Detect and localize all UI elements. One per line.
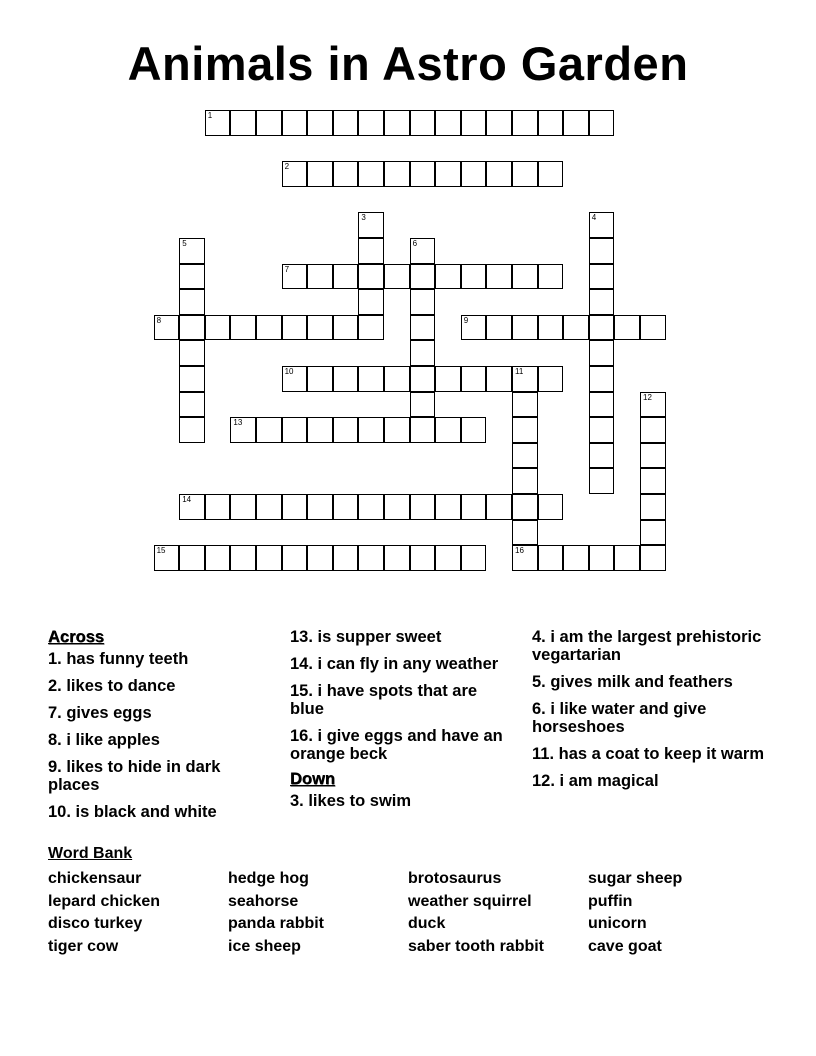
crossword-cell[interactable] [333,161,359,187]
crossword-cell[interactable] [307,315,333,341]
crossword-cell[interactable] [512,443,538,469]
crossword-cell[interactable] [512,494,538,520]
crossword-cell[interactable] [435,494,461,520]
across-clue-list [48,650,273,821]
clue-item [48,758,273,794]
crossword-cell[interactable] [512,366,538,392]
crossword-cell[interactable] [282,110,308,136]
clue-item [532,673,772,691]
clue-text: likes to dance [61,677,176,695]
crossword-cell[interactable] [410,417,436,443]
crossword-cell[interactable] [358,315,384,341]
crossword-cell[interactable] [282,494,308,520]
clue-number: 3 [361,213,366,223]
crossword-cell[interactable] [461,264,487,290]
crossword-cell[interactable] [461,366,487,392]
crossword-cell[interactable] [640,392,666,418]
crossword-cell[interactable] [640,520,666,546]
crossword-cell[interactable] [230,315,256,341]
crossword-cell[interactable] [589,443,615,469]
clue-item [290,682,510,718]
clue-number: 1 [207,111,213,120]
clue-text: i am magical [554,772,659,790]
clue-text: likes to hide in dark places [48,758,221,794]
clue-number: 6 [412,239,418,248]
clue-number: 2 [284,162,290,172]
clue-text: likes to swim [303,792,412,810]
crossword-cell[interactable] [486,315,512,341]
clue-number-label: 12. [532,772,555,790]
crossword-cell[interactable] [358,161,384,187]
crossword-cell[interactable] [640,468,666,494]
crossword-cell[interactable] [589,315,615,341]
crossword-cell[interactable] [435,110,461,136]
word-bank-item: lepard chicken [48,892,161,910]
word-bank-item: weather squirrel [408,892,532,910]
clue-number: 13 [233,418,243,428]
clue-text: i am the largest prehistoric vegartarian [532,628,762,664]
crossword-cell[interactable] [307,110,333,136]
crossword-cell[interactable] [230,110,256,136]
crossword-cell[interactable] [563,110,589,136]
clue-number-label: 15. [290,682,313,700]
clue-number: 11 [515,367,524,376]
crossword-cell[interactable] [307,366,333,392]
crossword-cell[interactable] [384,494,410,520]
crossword-cell[interactable] [358,212,384,238]
word-bank-item: tiger cow [48,938,119,956]
clue-number-label: 10. [48,803,71,821]
clue-text: i give eggs and have an orange beck [290,727,503,763]
crossword-cell[interactable] [256,545,282,571]
crossword-cell[interactable] [384,110,410,136]
crossword-cell[interactable] [589,212,615,238]
crossword-cell[interactable] [410,110,436,136]
crossword-cell[interactable] [333,264,359,290]
crossword-cell[interactable] [538,494,564,520]
crossword-cell[interactable] [230,494,256,520]
crossword-cell[interactable] [333,417,359,443]
crossword-cell[interactable] [179,366,205,392]
clue-number-label: 1. [48,650,62,668]
crossword-cell[interactable] [435,161,461,187]
word-bank-item: chickensaur [48,870,142,887]
crossword-cell[interactable] [282,417,308,443]
crossword-cell[interactable] [358,366,384,392]
clue-text: i like apples [61,731,160,749]
clue-number: 7 [284,264,290,274]
crossword-cell[interactable] [461,315,487,341]
word-bank-item: hedge hog [228,870,309,887]
word-bank-item: sugar sheep [588,870,683,887]
clues-column-1 [48,628,273,830]
clue-text: gives milk and feathers [545,673,733,691]
crossword-cell[interactable] [384,161,410,187]
crossword-cell[interactable] [589,289,615,315]
clue-text: is supper sweet [312,628,442,646]
crossword-cell[interactable] [512,315,538,341]
crossword-cell[interactable] [333,366,359,392]
clue-item [48,704,273,722]
crossword-cell[interactable] [333,315,359,341]
crossword-cell[interactable] [282,545,308,571]
clue-number: 14 [182,495,192,504]
clue-number-label: 14. [290,655,313,673]
crossword-cell[interactable] [538,264,564,290]
crossword-cell[interactable] [410,238,436,264]
clue-number-label: 6. [532,700,546,718]
crossword-cell[interactable] [205,545,231,571]
crossword-cell[interactable] [538,110,564,136]
word-bank-item: disco turkey [48,915,143,933]
word-bank-item: saber tooth rabbit [408,938,545,956]
word-bank-item: puffin [588,892,633,910]
crossword-cell[interactable] [486,110,512,136]
crossword-cell[interactable] [230,545,256,571]
crossword-cell[interactable] [512,468,538,494]
crossword-cell[interactable] [640,443,666,469]
crossword-cell[interactable] [640,417,666,443]
crossword-cell[interactable] [307,494,333,520]
crossword-cell[interactable] [538,161,564,187]
crossword-cell[interactable] [486,264,512,290]
crossword-cell[interactable] [640,315,666,341]
clues-column-3 [532,628,772,799]
clue-number: 5 [182,239,187,248]
crossword-cell[interactable] [333,545,359,571]
clue-item [290,655,510,673]
clue-number: 9 [463,315,469,325]
clue-number: 16 [515,546,524,556]
crossword-cell[interactable] [512,520,538,546]
clue-number-label: 3. [290,792,304,810]
clue-item [290,792,510,810]
clue-number-label: 9. [48,758,62,776]
crossword-cell[interactable] [486,494,512,520]
crossword-cell[interactable] [640,545,666,571]
crossword-cell[interactable] [358,264,384,290]
clue-item [48,650,273,668]
crossword-cell[interactable] [486,161,512,187]
crossword-cell[interactable] [410,494,436,520]
clue-text: is black and white [70,803,217,821]
crossword-cell[interactable] [410,545,436,571]
word-bank-item: brotosaurus [408,870,502,887]
crossword-cell[interactable] [358,417,384,443]
crossword-cell[interactable] [282,161,308,187]
clue-number-label: 5. [532,673,546,691]
crossword-cell[interactable] [205,315,231,341]
crossword-cell[interactable] [435,366,461,392]
crossword-cell[interactable] [358,545,384,571]
clue-number-label: 8. [48,731,62,749]
clue-number-label: 4. [532,628,546,646]
crossword-cell[interactable] [256,417,282,443]
clue-number-label: 13. [290,628,313,646]
crossword-cell[interactable] [179,315,205,341]
crossword-cell[interactable] [640,494,666,520]
clue-number-label: 2. [48,677,62,695]
crossword-cell[interactable] [205,494,231,520]
page-title: Animals in Astro Garden [127,37,689,90]
crossword-cell[interactable] [282,366,308,392]
crossword-cell[interactable] [256,315,282,341]
crossword-cell[interactable] [589,366,615,392]
crossword-cell[interactable] [179,494,205,520]
clues-column-2 [290,628,510,819]
word-bank-title: Word Bank [48,845,133,862]
crossword-cell[interactable] [179,545,205,571]
clue-item [532,700,772,736]
crossword-cell[interactable] [563,545,589,571]
crossword-cell[interactable] [307,417,333,443]
word-bank-column [408,868,544,959]
clue-number-label: 7. [48,704,62,722]
crossword-cell[interactable] [179,289,205,315]
crossword-cell[interactable] [614,315,640,341]
crossword-cell[interactable] [179,238,205,264]
crossword-cell[interactable] [205,110,231,136]
crossword-cell[interactable] [282,315,308,341]
crossword-cell[interactable] [512,161,538,187]
clue-number: 15 [156,546,166,556]
crossword-cell[interactable] [563,315,589,341]
crossword-cell[interactable] [384,417,410,443]
crossword-cell[interactable] [538,366,564,392]
crossword-cell[interactable] [179,417,205,443]
clue-item [48,677,273,695]
crossword-cell[interactable] [589,238,615,264]
word-bank-item: cave goat [588,938,662,956]
crossword-cell[interactable] [589,264,615,290]
clue-number: 12 [643,392,652,402]
crossword-cell[interactable] [154,315,180,341]
crossword-cell[interactable] [461,417,487,443]
clue-item [290,628,510,646]
clue-number: 10 [284,367,294,376]
crossword-cell[interactable] [179,264,205,290]
word-bank-column [228,868,324,959]
clue-item [532,628,772,664]
word-bank-item: duck [408,915,446,933]
clue-number-label: 16. [290,727,313,745]
clue-text: i like water and give horseshoes [532,700,707,736]
crossword-cell[interactable] [358,494,384,520]
clue-item [48,803,273,821]
crossword-cell[interactable] [256,494,282,520]
clue-number: 8 [156,315,162,325]
down-clue-list-continued [532,628,772,790]
crossword-cell[interactable] [512,392,538,418]
crossword-cell[interactable] [384,366,410,392]
crossword-cell[interactable] [486,366,512,392]
crossword-cell[interactable] [461,110,487,136]
crossword-cell[interactable] [256,110,282,136]
crossword-cell[interactable] [589,340,615,366]
clue-text: gives eggs [61,704,152,722]
clue-text: i can fly in any weather [312,655,499,673]
crossword-cell[interactable] [538,545,564,571]
crossword-cell[interactable] [512,264,538,290]
crossword-cell[interactable] [410,264,436,290]
crossword-cell[interactable] [307,264,333,290]
crossword-cell[interactable] [410,315,436,341]
word-bank-item: unicorn [588,915,647,933]
crossword-cell[interactable] [230,417,256,443]
crossword-cell[interactable] [179,340,205,366]
crossword-cell[interactable] [461,161,487,187]
down-header: Down [290,770,335,788]
crossword-cell[interactable] [410,340,436,366]
word-bank-item: ice sheep [228,938,301,956]
clue-text: has a coat to keep it warm [554,745,765,763]
clue-text: has funny teeth [61,650,189,668]
crossword-cell[interactable] [179,392,205,418]
crossword-cell[interactable] [435,545,461,571]
clue-item [48,731,273,749]
word-bank-item: seahorse [228,892,299,910]
crossword-cell[interactable] [333,494,359,520]
crossword-cell[interactable] [538,315,564,341]
crossword-cell[interactable] [358,110,384,136]
crossword-cell[interactable] [614,545,640,571]
crossword-cell[interactable] [410,161,436,187]
crossword-cell[interactable] [307,161,333,187]
crossword-cell[interactable] [358,238,384,264]
crossword-cell[interactable] [461,545,487,571]
crossword-cell[interactable] [461,494,487,520]
crossword-cell[interactable] [333,110,359,136]
clue-number: 4 [591,213,597,223]
crossword-cell[interactable] [282,264,308,290]
word-bank-item: panda rabbit [228,915,325,933]
across-header: Across [48,628,104,646]
down-clue-list [290,792,510,810]
crossword-cell[interactable] [512,545,538,571]
crossword-cell[interactable] [589,545,615,571]
crossword-cell[interactable] [410,392,436,418]
crossword-cell[interactable] [410,366,436,392]
crossword-cell[interactable] [512,110,538,136]
crossword-cell[interactable] [589,110,615,136]
word-bank-column [48,868,160,959]
crossword-cell[interactable] [512,417,538,443]
crossword-cell[interactable] [435,264,461,290]
clue-item [290,727,510,763]
crossword-cell[interactable] [435,417,461,443]
crossword-cell[interactable] [384,545,410,571]
crossword-cell[interactable] [589,468,615,494]
crossword-cell[interactable] [154,545,180,571]
word-bank-column [588,868,682,959]
crossword-cell[interactable] [589,417,615,443]
crossword-cell[interactable] [384,264,410,290]
clue-number-label: 11. [532,745,555,763]
across-clue-list-continued [290,628,510,763]
clue-text: i have spots that are blue [290,682,478,718]
clue-item [532,772,772,790]
crossword-cell[interactable] [410,289,436,315]
crossword-cell[interactable] [358,289,384,315]
crossword-cell[interactable] [589,392,615,418]
clue-item [532,745,772,763]
crossword-cell[interactable] [307,545,333,571]
